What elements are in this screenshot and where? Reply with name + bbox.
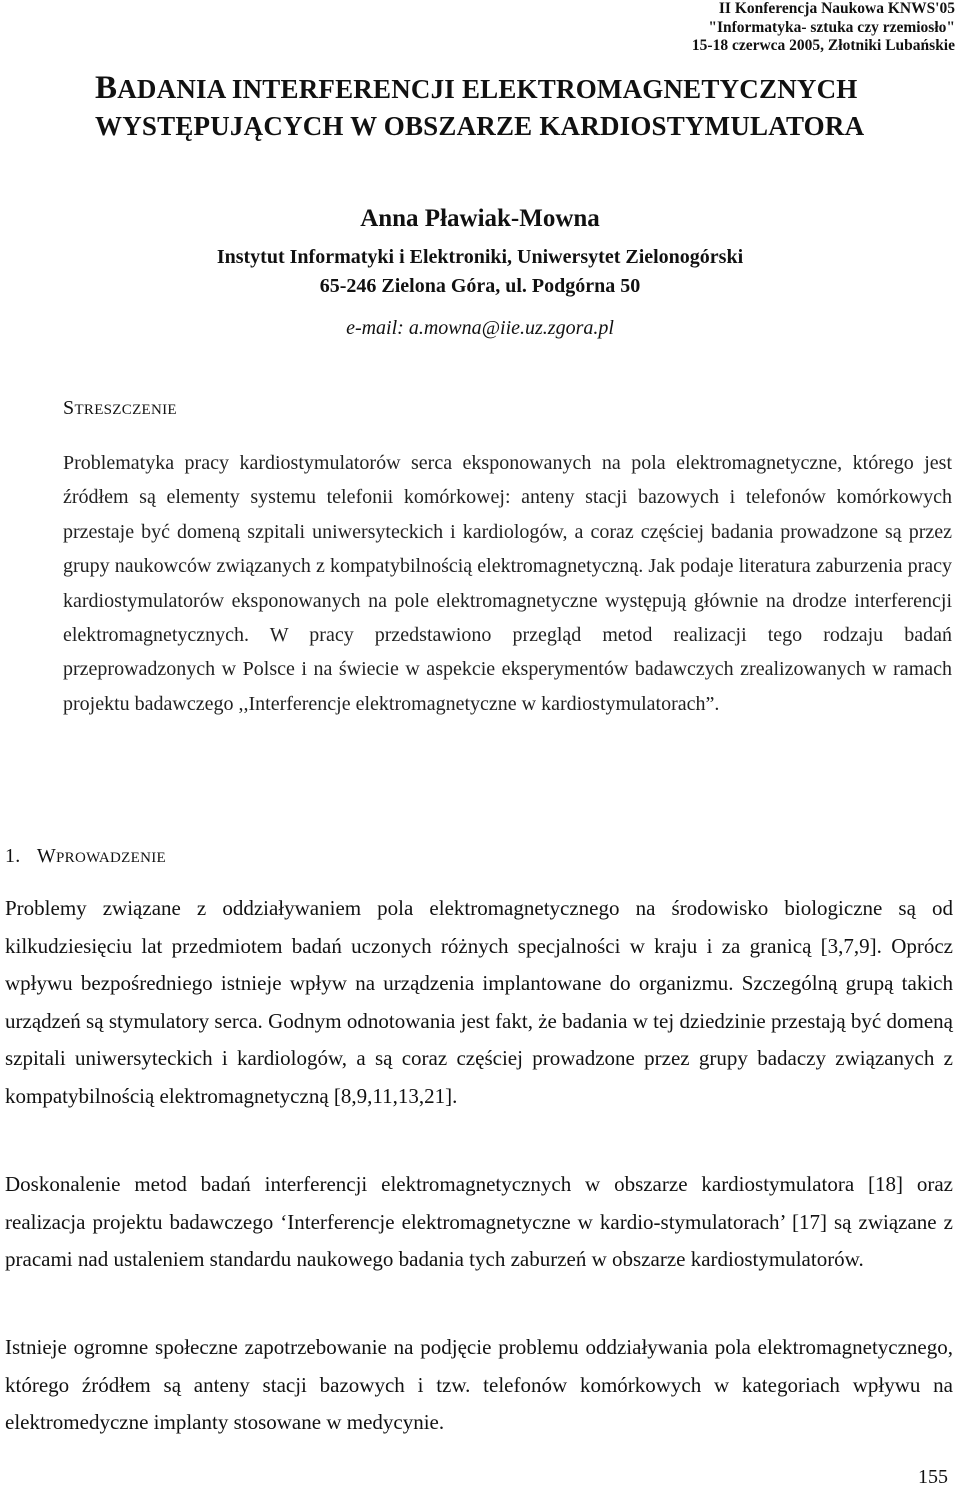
section-1-paragraph-3: Istnieje ogromne społeczne zapotrzebowanie na podjęcie problemu oddziaływania pola elektromagnetycznego, którego źródłem są anteny stacji bazowych i tzw. telefonów komórkowych w kategoriach wpływu na elektromedyczne implanty stosowane w medycynie. [5,1335,953,1434]
section-1-paragraph-1: Problemy związane z oddziaływaniem pola elektromagnetycznego na środowisko biologiczne są od kilkudziesięciu lat przedmiotem badań uczonych różnych specjalności w kraju i za granicą [3,7,9]. Oprócz wpływu bezpośredniego istnieje wpływ na urządzenia implantowane do organizmu. Szczególną grupą takich urządzeń są stymulatory serca. Godnym odnotowania jest fakt, że badania w tej dziedzinie przestają być domeną szpitali uniwersyteckich i kardiologów, a są coraz częściej prowadzone przez grupy badaczy związanych z kompatybilnością elektromagnetyczną [8,9,11,13,21]. [5,896,953,1108]
title-line-1-text: ADANIA INTERFERENCJI ELEKTROMAGNETYCZNYCH [117,74,858,104]
paper-title [95,70,915,145]
conference-date-place: 15-18 czerwca 2005, Złotniki Lubańskie [691,37,955,54]
page-number: 155 [918,1466,948,1488]
conference-motto: "Informatyka- sztuka czy rzemiosło" [708,18,955,36]
author-name: Anna Pławiak-Mowna [360,205,600,232]
section-1-paragraph-2: Doskonalenie metod badań interferencji elektromagnetycznych w obszarze kardiostymulatora [18] oraz realizacja projektu badawczego ‘Interferencje elektromagnetyczne w kardio-stymulatorach’ [17] są związane z pracami nad ustaleniem standardu naukowego badania tych zaburzeń w obszarze kardiostymulatorów. [5,1172,953,1271]
title-line-2: WYSTĘPUJĄCYCH W OBSZARZE KARDIOSTYMULATORA [95,111,865,141]
title-initial: B [95,70,118,106]
author-block [0,203,960,342]
conference-header [355,0,955,56]
author-email: e-mail: a.mowna@iie.uz.zgora.pl [346,317,614,339]
title-line-1 [95,70,915,108]
abstract-text: Problematyka pracy kardiostymulatorów serca eksponowanych na pola elektromagnetyczne, którego jest źródłem są elementy systemu telefonii komórkowej: anteny stacji bazowych i telefonów komórkowych przestaje być domeną szpitali uniwersyteckich i kardiologów, a coraz częściej badania prowadzone są przez grupy naukowców związanych z kompatybilnością elektromagnetyczną. Jak podaje literatura zaburzenia pracy kardiostymulatorów eksponowanych na pole elektromagnetyczne występują głównie na drodze interferencji elektromagnetycznych. W pracy przedstawiono przegląd metod realizacji tego rodzaju badań przeprowadzonych w Polsce i na świecie w aspekcie eksperymentów badawczych zrealizowanych w ramach projektu badawczego ,,Interferencje elektromagnetyczne w kardiostymulatorach”. [63,452,952,715]
section-number: 1. [5,845,21,867]
abstract-heading: STRESZCZENIE [63,397,177,419]
author-affiliation [0,243,960,300]
author-institute: Instytut Informatyki i Elektroniki, Uniwersytet Zielonogórski [216,246,744,268]
author-address: 65-246 Zielona Góra, ul. Podgórna 50 [319,274,641,297]
conference-name: II Konferencja Naukowa KNWS'05 [718,0,955,17]
section-1-heading: 1. WPROWADZENIE [5,845,166,867]
